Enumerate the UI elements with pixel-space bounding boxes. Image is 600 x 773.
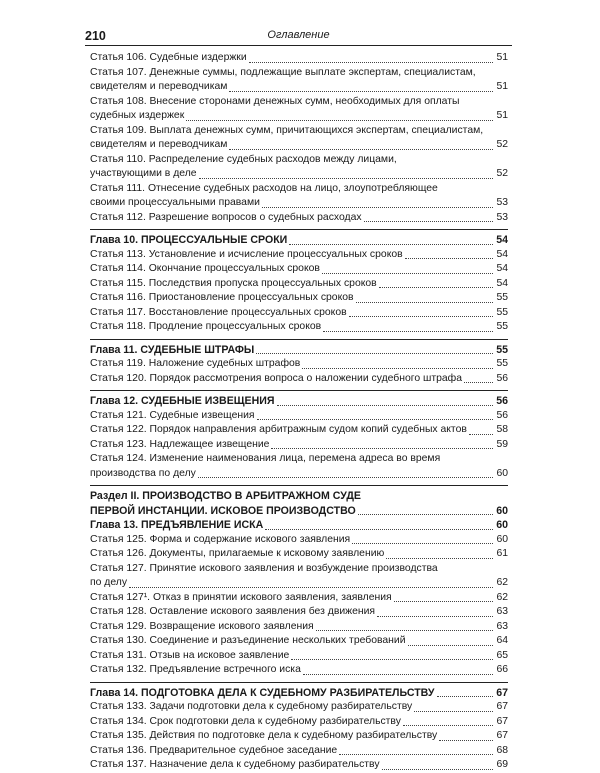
toc-page-number: 60 bbox=[496, 467, 508, 479]
toc-entry-text: свидетелям и переводчикам bbox=[90, 81, 228, 92]
toc-entry-text: Глава 10. ПРОЦЕССУАЛЬНЫЕ СРОКИ bbox=[90, 234, 288, 246]
toc-heading bbox=[90, 343, 508, 358]
toc-entry bbox=[90, 182, 508, 197]
dot-leader bbox=[199, 178, 493, 179]
dot-leader bbox=[379, 287, 493, 288]
toc-entry bbox=[90, 167, 508, 182]
section-divider bbox=[90, 229, 508, 230]
toc-entry-text: Статья 107. Денежные суммы, подлежащие выплате экспертам, специалистам, bbox=[90, 66, 476, 78]
toc-page-number: 55 bbox=[496, 292, 508, 303]
dot-leader bbox=[464, 382, 493, 383]
toc-page-number: 60 bbox=[496, 504, 508, 517]
toc-heading bbox=[90, 233, 508, 248]
toc-entry bbox=[90, 452, 508, 467]
toc-entry bbox=[90, 291, 508, 306]
dot-leader bbox=[469, 434, 493, 435]
dot-leader bbox=[291, 659, 493, 660]
dot-leader bbox=[289, 244, 493, 245]
toc-entry-text: Статья 134. Срок подготовки дела к судебному разбирательству bbox=[90, 715, 401, 727]
toc-entry-text: Статья 111. Отнесение судебных расходов на лицо, злоупотребляющее bbox=[90, 182, 438, 194]
toc-entry bbox=[90, 196, 508, 211]
toc-page-number: 67 bbox=[496, 715, 508, 727]
toc-page-number: 56 bbox=[496, 409, 508, 421]
toc-page-number: 56 bbox=[496, 372, 508, 384]
toc-entry-text: Статья 112. Разрешение вопросов о судебных расходах bbox=[90, 211, 362, 223]
toc-entry-text: Статья 122. Порядок направления арбитражным судом копий судебных актов bbox=[90, 424, 467, 435]
toc-page-number: 54 bbox=[496, 263, 508, 274]
toc-heading bbox=[90, 504, 508, 519]
dot-leader bbox=[403, 725, 493, 726]
toc-entry-text: Статья 132. Предъявление встречного иска bbox=[90, 664, 301, 675]
toc-entry-text: Статья 118. Продление процессуальных сроков bbox=[90, 321, 322, 332]
toc-page-number: 65 bbox=[496, 649, 508, 661]
toc-entry-text: Статья 115. Последствия пропуска процессуальных сроков bbox=[90, 277, 377, 289]
toc-entry bbox=[90, 744, 508, 759]
toc-page-number: 64 bbox=[496, 635, 508, 646]
toc-entry-text: судебных издержек bbox=[90, 110, 185, 121]
toc-entry bbox=[90, 438, 508, 453]
toc-page-number: 67 bbox=[496, 686, 508, 699]
dot-leader bbox=[265, 529, 493, 530]
dot-leader bbox=[271, 448, 493, 449]
dot-leader bbox=[408, 645, 493, 646]
dot-leader bbox=[405, 258, 493, 259]
toc-entry bbox=[90, 80, 508, 95]
dot-leader bbox=[352, 543, 493, 544]
toc-page-number: 51 bbox=[496, 52, 508, 63]
toc-entry-text: Статья 113. Установление и исчисление процессуальных сроков bbox=[90, 248, 403, 260]
dot-leader bbox=[382, 769, 493, 770]
dot-leader bbox=[256, 353, 493, 354]
toc-entry-text: Статья 120. Порядок рассмотрения вопроса о наложении судебного штрафа bbox=[90, 372, 462, 384]
toc-entry bbox=[90, 51, 508, 66]
toc-page-number: 54 bbox=[496, 234, 508, 246]
toc-entry-text: Статья 125. Форма и содержание искового заявления bbox=[90, 533, 351, 545]
toc-entry-text: ПЕРВОЙ ИНСТАНЦИИ. ИСКОВОЕ ПРОИЗВОДСТВО bbox=[90, 504, 356, 517]
dot-leader bbox=[323, 331, 493, 332]
toc-entry-text: Статья 133. Задачи подготовки дела к судебному разбирательству bbox=[90, 701, 413, 712]
toc-entry-text: Глава 13. ПРЕДЪЯВЛЕНИЕ ИСКА bbox=[90, 519, 264, 531]
toc-page-number: 53 bbox=[496, 211, 508, 223]
toc-page-number: 56 bbox=[496, 395, 508, 407]
toc-page-number: 52 bbox=[496, 168, 508, 179]
toc-entry bbox=[90, 138, 508, 153]
dot-leader bbox=[339, 754, 493, 755]
dot-leader bbox=[186, 120, 493, 121]
toc-page-number: 51 bbox=[496, 81, 508, 92]
toc-entry-text: Статья 121. Судебные извещения bbox=[90, 409, 255, 421]
toc-entry-text: Статья 116. Приостановление процессуальных сроков bbox=[90, 292, 354, 303]
dot-leader bbox=[386, 558, 493, 559]
dot-leader bbox=[377, 616, 493, 617]
toc-page-number: 54 bbox=[496, 248, 508, 260]
toc-entry-text: Глава 14. ПОДГОТОВКА ДЕЛА К СУДЕБНОМУ РАЗБИРАТЕЛЬСТВУ bbox=[90, 686, 435, 699]
toc-page-number: 55 bbox=[496, 321, 508, 332]
toc-entry bbox=[90, 700, 508, 715]
toc-entry-text: Статья 135. Действия по подготовке дела к судебному разбирательству bbox=[90, 730, 438, 741]
toc-heading bbox=[90, 518, 508, 533]
toc-page-number: 69 bbox=[496, 759, 508, 770]
toc-entry-text: своими процессуальными правами bbox=[90, 197, 260, 208]
toc-entry-text: по делу bbox=[90, 577, 128, 588]
toc-entry bbox=[90, 211, 508, 226]
toc-entry bbox=[90, 547, 508, 562]
toc-entry-text: Статья 127. Принятие искового заявления и возбуждение производства bbox=[90, 562, 438, 574]
toc-entry bbox=[90, 372, 508, 387]
dot-leader bbox=[249, 62, 493, 63]
toc-page-number: 58 bbox=[496, 424, 508, 435]
toc-page-number: 51 bbox=[496, 110, 508, 121]
toc-page-number: 62 bbox=[496, 591, 508, 603]
toc-entry-text: Статья 110. Распределение судебных расходов между лицами, bbox=[90, 153, 397, 165]
dot-leader bbox=[198, 477, 493, 478]
toc-entry-text: свидетелям и переводчикам bbox=[90, 139, 228, 150]
section-divider bbox=[90, 339, 508, 340]
toc-page-number: 55 bbox=[496, 306, 508, 318]
dot-leader bbox=[349, 316, 493, 317]
page-number: 210 bbox=[85, 29, 106, 43]
toc-entry bbox=[90, 634, 508, 649]
toc-heading bbox=[90, 686, 508, 701]
toc-entry bbox=[90, 423, 508, 438]
toc-entry bbox=[90, 262, 508, 277]
dot-leader bbox=[303, 674, 493, 675]
toc-entry-text: участвующими в деле bbox=[90, 168, 197, 179]
toc-entry bbox=[90, 729, 508, 744]
toc-entry bbox=[90, 277, 508, 292]
toc-entry bbox=[90, 591, 508, 606]
toc-entry bbox=[90, 153, 508, 168]
toc-entry bbox=[90, 576, 508, 591]
toc-page-number: 67 bbox=[496, 730, 508, 741]
toc-page-number: 55 bbox=[496, 358, 508, 369]
toc-entry-text: Статья 136. Предварительное судебное заседание bbox=[90, 744, 338, 756]
section-divider bbox=[90, 485, 508, 486]
dot-leader bbox=[437, 696, 493, 697]
dot-leader bbox=[439, 740, 493, 741]
dot-leader bbox=[394, 601, 493, 602]
dot-leader bbox=[277, 405, 493, 406]
dot-leader bbox=[356, 302, 493, 303]
toc-page-number: 67 bbox=[496, 701, 508, 712]
toc-entry bbox=[90, 533, 508, 548]
toc-page-number: 55 bbox=[496, 343, 508, 356]
toc-page-number: 63 bbox=[496, 620, 508, 632]
toc-entry bbox=[90, 357, 508, 372]
toc-page-number: 52 bbox=[496, 139, 508, 150]
toc-page-number: 54 bbox=[496, 277, 508, 289]
toc-entry bbox=[90, 663, 508, 678]
toc-page-number: 63 bbox=[496, 606, 508, 617]
toc-entry bbox=[90, 409, 508, 424]
toc-page-number: 68 bbox=[496, 744, 508, 756]
toc-entry-text: Статья 109. Выплата денежных сумм, причитающихся экспертам, специалистам, bbox=[90, 124, 484, 136]
toc-entry-text: Статья 137. Назначение дела к судебному разбирательству bbox=[90, 759, 380, 770]
dot-leader bbox=[302, 368, 493, 369]
section-divider bbox=[90, 682, 508, 683]
toc-entry bbox=[90, 320, 508, 335]
toc-entry bbox=[90, 562, 508, 577]
section-divider bbox=[90, 390, 508, 391]
toc-entry-text: Статья 117. Восстановление процессуальных сроков bbox=[90, 306, 347, 318]
toc-entry bbox=[90, 467, 508, 482]
toc-page-number: 53 bbox=[496, 197, 508, 208]
toc-entry-text: Статья 127¹. Отказ в принятии искового заявления, заявления bbox=[90, 591, 392, 603]
toc-entry bbox=[90, 605, 508, 620]
toc-entry bbox=[90, 758, 508, 773]
toc-entry-text: производства по делу bbox=[90, 467, 196, 479]
dot-leader bbox=[414, 711, 493, 712]
toc-entry-text: Статья 128. Оставление искового заявления без движения bbox=[90, 606, 376, 617]
dot-leader bbox=[316, 630, 493, 631]
toc-entry-text: Глава 12. СУДЕБНЫЕ ИЗВЕЩЕНИЯ bbox=[90, 395, 275, 407]
toc-entry bbox=[90, 124, 508, 139]
toc-entry bbox=[90, 66, 508, 81]
toc-entry-text: Глава 11. СУДЕБНЫЕ ШТРАФЫ bbox=[90, 343, 255, 356]
toc-entry bbox=[90, 248, 508, 263]
dot-leader bbox=[358, 514, 493, 515]
toc-entry-text: Статья 123. Надлежащее извещение bbox=[90, 438, 270, 450]
toc-entry-text: Статья 130. Соединение и разъединение нескольких требований bbox=[90, 635, 406, 646]
dot-leader bbox=[364, 221, 493, 222]
toc-page-number: 61 bbox=[496, 548, 508, 559]
toc-entry bbox=[90, 95, 508, 110]
page-header bbox=[85, 29, 512, 46]
toc-page-number: 66 bbox=[496, 664, 508, 675]
dot-leader bbox=[257, 419, 493, 420]
toc-entry bbox=[90, 306, 508, 321]
toc-heading bbox=[90, 394, 508, 409]
dot-leader bbox=[262, 207, 493, 208]
table-of-contents bbox=[90, 51, 508, 773]
toc-entry-text: Статья 106. Судебные издержки bbox=[90, 52, 247, 63]
toc-entry bbox=[90, 620, 508, 635]
dot-leader bbox=[229, 91, 493, 92]
toc-page-number: 60 bbox=[496, 533, 508, 545]
dot-leader bbox=[129, 587, 493, 588]
toc-page-number: 59 bbox=[496, 438, 508, 450]
toc-entry bbox=[90, 109, 508, 124]
toc-page-number: 62 bbox=[496, 577, 508, 588]
toc-entry-text: Статья 108. Внесение сторонами денежных сумм, необходимых для оплаты bbox=[90, 95, 460, 107]
toc-entry-text: Раздел II. ПРОИЗВОДСТВО В АРБИТРАЖНОМ СУДЕ bbox=[90, 490, 361, 502]
dot-leader bbox=[322, 273, 493, 274]
dot-leader bbox=[229, 149, 493, 150]
toc-entry-text: Статья 129. Возвращение искового заявления bbox=[90, 620, 314, 632]
toc-entry-text: Статья 124. Изменение наименования лица, перемена адреса во время bbox=[90, 453, 441, 464]
toc-heading bbox=[90, 489, 508, 504]
toc-entry-text: Статья 119. Наложение судебных штрафов bbox=[90, 358, 301, 369]
toc-entry-text: Статья 126. Документы, прилагаемые к исковому заявлению bbox=[90, 548, 385, 559]
toc-entry-text: Статья 114. Окончание процессуальных сроков bbox=[90, 263, 320, 274]
toc-entry-text: Статья 131. Отзыв на исковое заявление bbox=[90, 649, 290, 661]
toc-page-number: 60 bbox=[496, 519, 508, 531]
toc-entry bbox=[90, 649, 508, 664]
running-head: Оглавление bbox=[267, 29, 330, 41]
toc-entry bbox=[90, 715, 508, 730]
